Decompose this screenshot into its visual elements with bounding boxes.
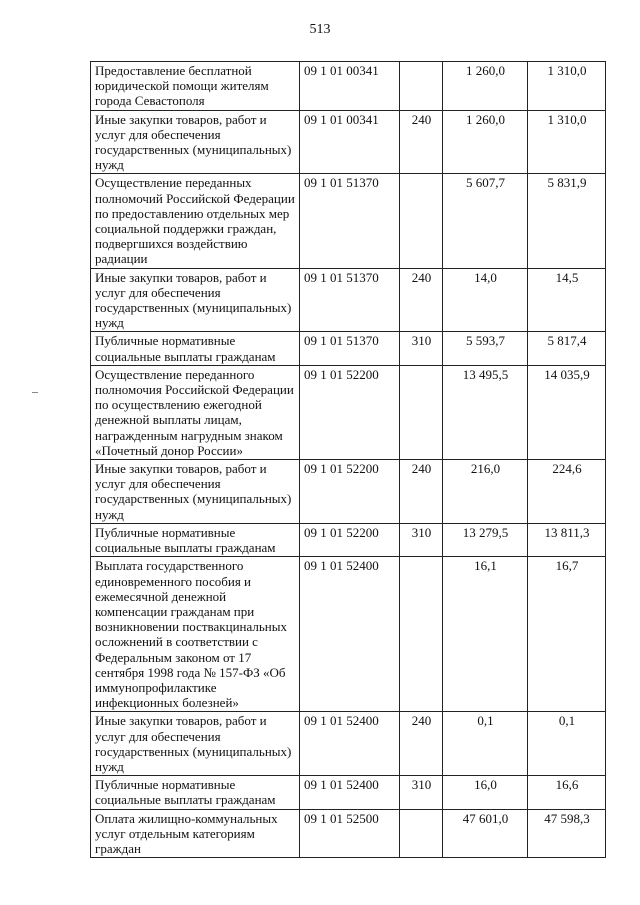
row-amount-year2: 224,6 <box>528 460 606 524</box>
table-row <box>91 174 606 268</box>
row-amount-year2: 0,1 <box>528 712 606 776</box>
row-name: Публичные нормативные социальные выплаты гражданам <box>91 523 300 556</box>
row-name: Осуществление переданных полномочий Российской Федерации по предоставлению отдельных мер социальной поддержки граждан, подвергшихся воздействию радиации <box>91 174 300 268</box>
row-amount-year1: 1 260,0 <box>443 62 528 111</box>
row-name: Публичные нормативные социальные выплаты гражданам <box>91 776 300 809</box>
row-amount-year1: 47 601,0 <box>443 809 528 858</box>
row-amount-year2: 1 310,0 <box>528 62 606 111</box>
row-name: Предоставление бесплатной юридической помощи жителям города Севастополя <box>91 62 300 111</box>
table-row <box>91 268 606 332</box>
row-amount-year1: 0,1 <box>443 712 528 776</box>
row-amount-year1: 216,0 <box>443 460 528 524</box>
row-name: Иные закупки товаров, работ и услуг для обеспечения государственных (муниципальных) нужд <box>91 712 300 776</box>
row-code: 09 1 01 52200 <box>300 460 400 524</box>
row-amount-year2: 5 817,4 <box>528 332 606 365</box>
row-name: Иные закупки товаров, работ и услуг для обеспечения государственных (муниципальных) нужд <box>91 268 300 332</box>
row-expense-type <box>400 174 443 268</box>
row-expense-type <box>400 365 443 459</box>
row-amount-year1: 14,0 <box>443 268 528 332</box>
row-amount-year1: 16,0 <box>443 776 528 809</box>
row-expense-type <box>400 62 443 111</box>
row-code: 09 1 01 00341 <box>300 110 400 174</box>
row-amount-year2: 1 310,0 <box>528 110 606 174</box>
row-code: 09 1 01 52400 <box>300 557 400 712</box>
row-expense-type: 240 <box>400 110 443 174</box>
table-row <box>91 809 606 858</box>
row-code: 09 1 01 52200 <box>300 365 400 459</box>
row-expense-type <box>400 557 443 712</box>
row-amount-year1: 13 279,5 <box>443 523 528 556</box>
row-amount-year2: 14 035,9 <box>528 365 606 459</box>
row-name: Публичные нормативные социальные выплаты гражданам <box>91 332 300 365</box>
row-amount-year1: 16,1 <box>443 557 528 712</box>
row-code: 09 1 01 52400 <box>300 712 400 776</box>
row-code: 09 1 01 52400 <box>300 776 400 809</box>
budget-table <box>90 61 606 858</box>
row-amount-year2: 5 831,9 <box>528 174 606 268</box>
row-amount-year2: 16,7 <box>528 557 606 712</box>
row-code: 09 1 01 00341 <box>300 62 400 111</box>
table-row <box>91 460 606 524</box>
margin-mark <box>32 392 38 393</box>
row-expense-type: 240 <box>400 460 443 524</box>
table-row <box>91 557 606 712</box>
row-amount-year1: 5 607,7 <box>443 174 528 268</box>
row-amount-year1: 5 593,7 <box>443 332 528 365</box>
table-row <box>91 110 606 174</box>
table-row <box>91 62 606 111</box>
table-row <box>91 332 606 365</box>
row-code: 09 1 01 52200 <box>300 523 400 556</box>
page-number: 513 <box>309 22 331 37</box>
row-amount-year2: 47 598,3 <box>528 809 606 858</box>
row-code: 09 1 01 52500 <box>300 809 400 858</box>
row-amount-year2: 14,5 <box>528 268 606 332</box>
row-code: 09 1 01 51370 <box>300 268 400 332</box>
row-amount-year2: 13 811,3 <box>528 523 606 556</box>
row-name: Иные закупки товаров, работ и услуг для обеспечения государственных (муниципальных) нужд <box>91 110 300 174</box>
row-expense-type: 240 <box>400 712 443 776</box>
row-name: Осуществление переданного полномочия Российской Федерации по осуществлению ежегодной денежной выплаты лицам, награжденным нагрудным знаком «Почетный донор России» <box>91 365 300 459</box>
row-name: Иные закупки товаров, работ и услуг для обеспечения государственных (муниципальных) нужд <box>91 460 300 524</box>
row-expense-type: 310 <box>400 776 443 809</box>
row-expense-type: 310 <box>400 332 443 365</box>
table-row <box>91 365 606 459</box>
row-code: 09 1 01 51370 <box>300 332 400 365</box>
row-amount-year1: 1 260,0 <box>443 110 528 174</box>
table-row <box>91 523 606 556</box>
row-amount-year1: 13 495,5 <box>443 365 528 459</box>
table-row <box>91 776 606 809</box>
row-name: Выплата государственного единовременного пособия и ежемесячной денежной компенсации гражданам при возникновении поствакцинальных осложнений в соответствии с Федеральным законом от 17 сентября 1998 года № 157-ФЗ «Об иммунопрофилактике инфекционных болезней» <box>91 557 300 712</box>
row-amount-year2: 16,6 <box>528 776 606 809</box>
row-expense-type <box>400 809 443 858</box>
table-row <box>91 712 606 776</box>
row-name: Оплата жилищно-коммунальных услуг отдельным категориям граждан <box>91 809 300 858</box>
row-code: 09 1 01 51370 <box>300 174 400 268</box>
row-expense-type: 240 <box>400 268 443 332</box>
row-expense-type: 310 <box>400 523 443 556</box>
